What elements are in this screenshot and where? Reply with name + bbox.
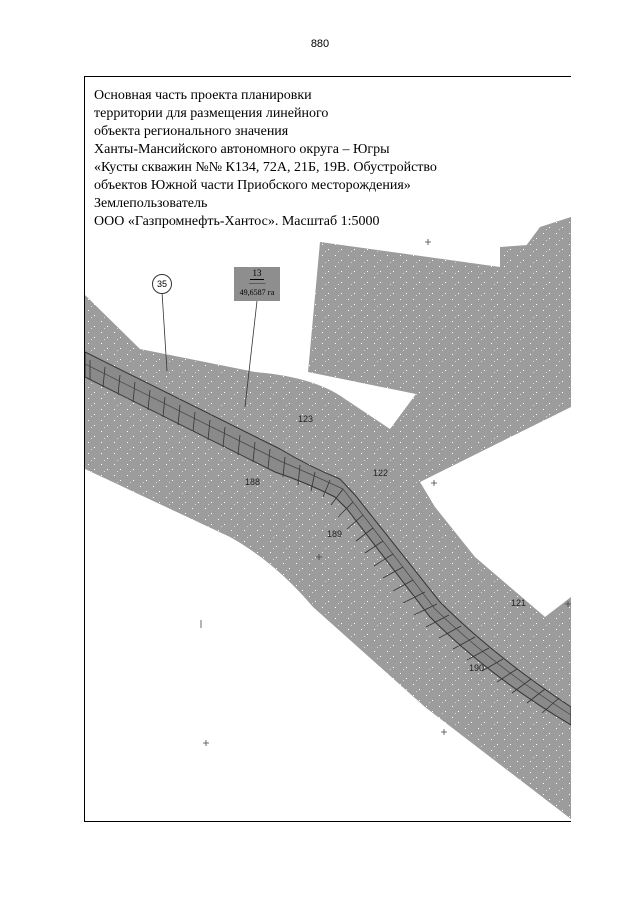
area-label-box (234, 267, 280, 301)
parcel-label: 190 (469, 663, 485, 673)
title-line: объектов Южной части Приобского месторождения» (94, 178, 411, 193)
page-number: 880 (310, 38, 330, 50)
parcel-label: 121 (511, 598, 527, 608)
area-subtext: ----------- (248, 281, 266, 287)
parcel-label: 123 (298, 414, 314, 424)
parcel-label: 189 (327, 529, 343, 539)
title-line: «Кусты скважин №№ К134, 72А, 21Б, 19В. Обустройство (94, 160, 437, 175)
title-line: территории для размещения линейного (94, 106, 329, 121)
map-frame (84, 76, 571, 822)
circle-marker-label: 35 (152, 274, 172, 294)
parcel-label: 188 (245, 477, 261, 487)
area-parcel-number: 13 (250, 268, 264, 280)
title-line: Землепользователь (94, 196, 208, 211)
title-line: объекта регионального значения (94, 124, 289, 139)
title-block (94, 87, 564, 231)
parcel-label: 122 (373, 468, 389, 478)
title-line: ООО «Газпромнефть-Хантос». Масштаб 1:5000 (94, 214, 380, 229)
title-line: Ханты-Мансийского автономного округа – Югры (94, 142, 390, 157)
title-line: Основная часть проекта планировки (94, 88, 312, 103)
area-value: 49,6587 га (239, 288, 275, 297)
